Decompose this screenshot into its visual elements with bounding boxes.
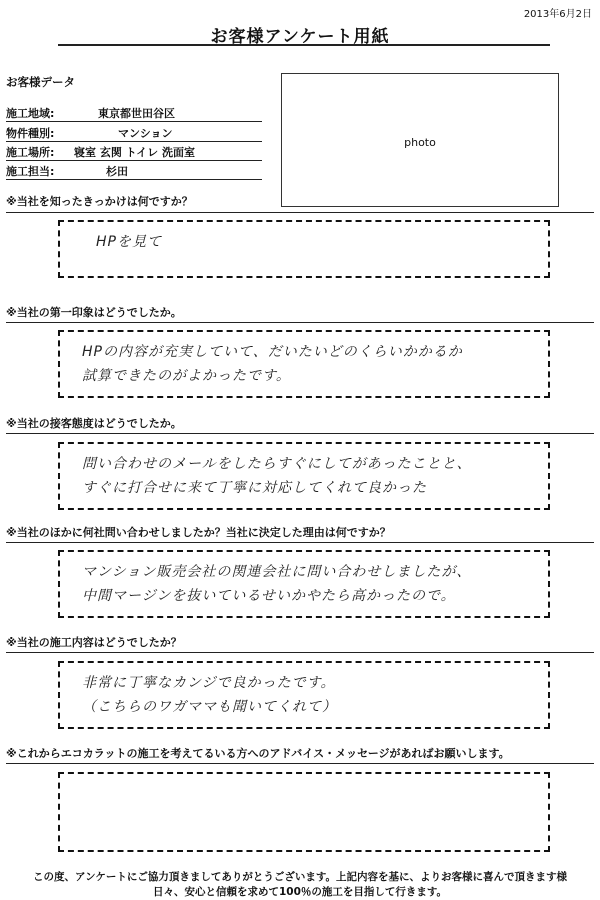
footer-line-1: この度、アンケートにご協力頂きましてありがとうございます。上記内容を基に、よりお客様に喜んで頂きます様 <box>32 871 568 883</box>
question-1: ※当社を知ったきっかけは何ですか？ <box>6 195 193 208</box>
answer-line: 問い合わせのメールをしたらすぐにしてがあったことと、 <box>82 456 472 472</box>
photo-label: photo <box>404 136 436 149</box>
customer-data-heading: お客様データ <box>6 75 75 89</box>
footer-line-2: 日々、安心と信頼を求めて100％の施工を目指して行きます。 <box>152 886 448 898</box>
answer-box-2 <box>58 330 550 398</box>
question-2: ※当社の第一印象はどうでしたか。 <box>6 306 182 319</box>
answer-line: 試算できたのがよかったです。 <box>82 368 291 384</box>
photo-placeholder <box>281 73 559 207</box>
answer-box-4 <box>58 550 550 618</box>
answer-box-6 <box>58 772 550 852</box>
page-title: お客様アンケート用紙 <box>210 27 390 47</box>
answer-box-3 <box>58 442 550 510</box>
footer-message <box>0 870 600 900</box>
answer-box-5 <box>58 661 550 729</box>
answer-box-1 <box>58 220 550 278</box>
info-label: 施工地域: <box>6 107 55 120</box>
answer-line: （こちらのワガママも聞いてくれて） <box>82 699 337 715</box>
info-row-property-type <box>6 123 262 142</box>
question-divider <box>6 433 594 434</box>
question-divider <box>6 542 594 543</box>
question-3: ※当社の接客態度はどうでしたか。 <box>6 417 182 430</box>
title-divider <box>58 44 550 46</box>
answer-line: マンション販売会社の関連会社に問い合わせしましたが、 <box>82 564 472 580</box>
question-5: ※当社の施工内容はどうでしたか？ <box>6 636 182 649</box>
info-value: 杉田 <box>106 165 128 178</box>
info-row-area <box>6 103 262 122</box>
question-divider <box>6 212 594 213</box>
info-label: 施工場所: <box>6 146 55 159</box>
info-value: 東京都世田谷区 <box>98 107 175 120</box>
answer-line: HPを見て <box>96 234 162 250</box>
info-label: 物件種別: <box>6 127 55 140</box>
answer-line: HPの内容が充実していて、だいたいどのくらいかかるか <box>82 344 463 360</box>
question-divider <box>6 322 594 323</box>
info-row-location <box>6 142 262 161</box>
answer-line: 非常に丁寧なカンジで良かったです。 <box>82 675 336 691</box>
answer-line: すぐに打合せに来て丁寧に対応してくれて良かった <box>82 480 427 496</box>
answer-line: 中間マージンを抜いているせいかやたら高かったので。 <box>82 588 456 604</box>
question-6: ※これからエコカラットの施工を考えてるいる方へのアドバイス・メッセージがあればお願いします。 <box>6 747 510 760</box>
survey-date: 2013年6月2日 <box>523 9 592 20</box>
info-value: 寝室 玄関 トイレ 洗面室 <box>74 146 195 159</box>
question-divider <box>6 652 594 653</box>
info-row-staff <box>6 161 262 180</box>
info-value: マンション <box>118 127 173 140</box>
question-4: ※当社のほかに何社問い合わせしましたか？当社に決定した理由は何ですか？ <box>6 526 391 539</box>
question-divider <box>6 763 594 764</box>
info-label: 施工担当: <box>6 165 55 178</box>
